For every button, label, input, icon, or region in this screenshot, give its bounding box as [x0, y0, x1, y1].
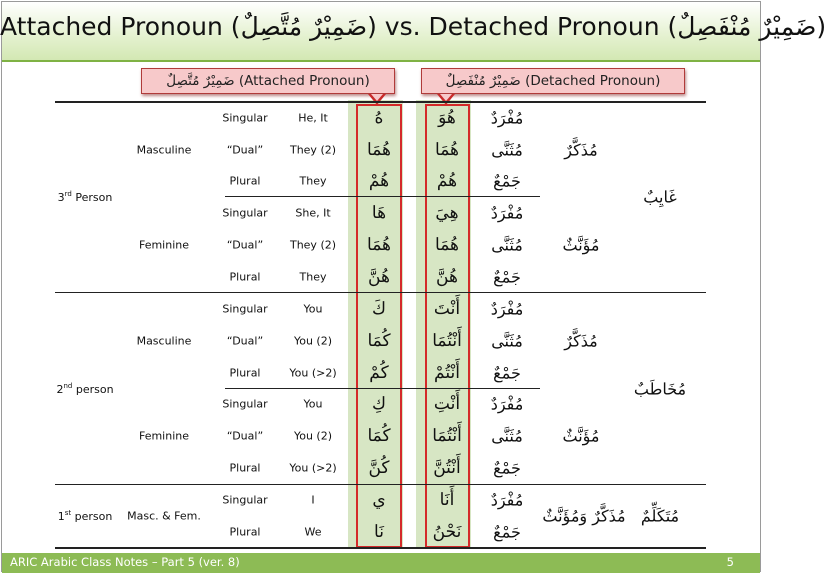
arabic-number-label: مُفْرَدٌ	[490, 108, 524, 128]
footer-bar	[2, 553, 760, 573]
arabic-number-label: جَمْعٌ	[493, 171, 521, 191]
detached-pronoun-header: ضَمِيْرٌ مُنْفَصِلٌ (Detached Pronoun)	[421, 68, 685, 94]
attached-pronoun: هَا	[371, 203, 387, 223]
number-label: Singular	[222, 397, 268, 411]
number-label: Singular	[222, 206, 268, 220]
arabic-number-label: مُثَنَّى	[491, 140, 523, 160]
detached-pronoun: أَنَا	[439, 490, 455, 510]
arabic-person-label: مُخَاطَبٌ	[633, 379, 687, 399]
footer-text: ARIC Arabic Class Notes – Part 5 (ver. 8)	[10, 555, 240, 569]
slide-title: Attached Pronoun (ضَمِيْرٌ مُتَّصِلٌ) vs. Detached Pronoun (ضَمِيْرٌ مُنْفَصِلٌ)	[0, 12, 826, 41]
arabic-person-label: مُتَكَلِّمٌ	[640, 506, 680, 526]
english-pronoun: They	[299, 174, 327, 188]
arabic-gender-label: مُؤَنَّثٌ	[562, 235, 600, 255]
english-pronoun: They (2)	[289, 238, 337, 252]
detached-pronoun: هُمَا	[435, 235, 459, 255]
person-label-first: 1st person	[57, 509, 113, 523]
detached-pronoun: هُمْ	[436, 171, 458, 191]
gender-divider-rule	[225, 196, 540, 197]
arabic-number-label: مُثَنَّى	[491, 426, 523, 446]
attached-pronoun: هُمْ	[368, 171, 390, 191]
arabic-number-label: مُثَنَّى	[491, 235, 523, 255]
english-pronoun: They (2)	[289, 143, 337, 157]
detached-pronoun: هِيَ	[435, 203, 459, 223]
arabic-number-label: جَمْعٌ	[493, 522, 521, 542]
number-label: “Dual”	[226, 143, 264, 157]
attached-pronoun: هُمَا	[367, 235, 391, 255]
gender-divider-rule	[225, 388, 540, 389]
arabic-number-label: مُفْرَدٌ	[490, 299, 524, 319]
number-label: Singular	[222, 493, 268, 507]
attached-pronoun: ي	[372, 490, 386, 510]
arabic-gender-label: مُؤَنَّثٌ	[562, 426, 600, 446]
number-label: Singular	[222, 302, 268, 316]
detached-pronoun: هُوَ	[438, 108, 456, 128]
arabic-number-label: جَمْعٌ	[493, 458, 521, 478]
english-pronoun: You (>2)	[289, 461, 337, 475]
person-label-third: 3rd Person	[57, 190, 113, 204]
attached-pronoun: كَ	[371, 299, 387, 319]
detached-pronoun: أَنْتُمَا	[432, 426, 462, 446]
detached-pronoun: نَحْنُ	[432, 522, 462, 542]
arabic-number-label: مُفْرَدٌ	[490, 490, 524, 510]
gender-label: Masc. & Fem.	[127, 509, 201, 523]
attached-pronoun: كُمَا	[367, 331, 391, 351]
person-label-second: 2nd person	[56, 382, 114, 396]
number-label: “Dual”	[226, 429, 264, 443]
detached-pronoun: أَنْتُمْ	[434, 363, 460, 383]
number-label: Plural	[229, 461, 261, 475]
number-label: Singular	[222, 111, 268, 125]
arabic-number-label: مُفْرَدٌ	[490, 203, 524, 223]
arabic-gender-label: مُذَكَّرٌ	[564, 331, 598, 351]
english-pronoun: You	[303, 302, 323, 316]
person-divider-rule	[55, 484, 706, 485]
number-label: Plural	[229, 174, 261, 188]
gender-label: Feminine	[138, 238, 190, 252]
english-pronoun: You (>2)	[289, 366, 337, 380]
detached-pronoun: أَنْتُنَّ	[433, 458, 461, 478]
number-label: Plural	[229, 525, 261, 539]
number-label: “Dual”	[226, 334, 264, 348]
arabic-number-label: جَمْعٌ	[493, 267, 521, 287]
detached-pronoun: أَنْتَ	[433, 299, 461, 319]
english-pronoun: He, It	[298, 111, 328, 125]
arabic-number-label: مُثَنَّى	[491, 331, 523, 351]
attached-pronoun: كُمْ	[369, 363, 389, 383]
english-pronoun: I	[311, 493, 315, 507]
english-pronoun: We	[304, 525, 322, 539]
attached-pronoun: كِ	[371, 394, 387, 414]
english-pronoun: You (2)	[293, 429, 333, 443]
arabic-number-label: مُفْرَدٌ	[490, 394, 524, 414]
attached-pronoun: نَا	[374, 522, 384, 542]
page-number: 5	[726, 555, 734, 569]
number-label: Plural	[229, 366, 261, 380]
table-bottom-rule	[55, 547, 706, 549]
detached-pronoun: هُمَا	[435, 140, 459, 160]
attached-pronoun-header: ضَمِيْرٌ مُتَّصِلٌ (Attached Pronoun)	[141, 68, 395, 94]
attached-pronoun: كُمَا	[367, 426, 391, 446]
number-label: Plural	[229, 270, 261, 284]
attached-pronoun: هُ	[374, 108, 384, 128]
detached-pronoun: أَنْتِ	[433, 394, 461, 414]
attached-arrow-inner	[371, 94, 383, 101]
english-pronoun: She, It	[295, 206, 331, 220]
gender-label: Feminine	[138, 429, 190, 443]
gender-label: Masculine	[136, 143, 192, 157]
number-label: “Dual”	[226, 238, 264, 252]
attached-pronoun: هُنَّ	[368, 267, 390, 287]
person-divider-rule	[55, 292, 706, 293]
attached-pronoun: كُنَّ	[368, 458, 390, 478]
detached-pronoun: هُنَّ	[436, 267, 458, 287]
detached-arrow-inner	[440, 94, 452, 101]
attached-pronoun: هُمَا	[367, 140, 391, 160]
table-top-rule	[55, 101, 706, 103]
arabic-number-label: جَمْعٌ	[493, 363, 521, 383]
detached-pronoun: أَنْتُمَا	[432, 331, 462, 351]
arabic-gender-label: مُذَكَّرٌ وَمُؤَنَّثٌ	[542, 506, 626, 526]
arabic-gender-label: مُذَكَّرٌ	[564, 140, 598, 160]
english-pronoun: You (2)	[293, 334, 333, 348]
arabic-person-label: غَايِبٌ	[643, 187, 677, 207]
english-pronoun: You	[303, 397, 323, 411]
english-pronoun: They	[299, 270, 327, 284]
gender-label: Masculine	[136, 334, 192, 348]
